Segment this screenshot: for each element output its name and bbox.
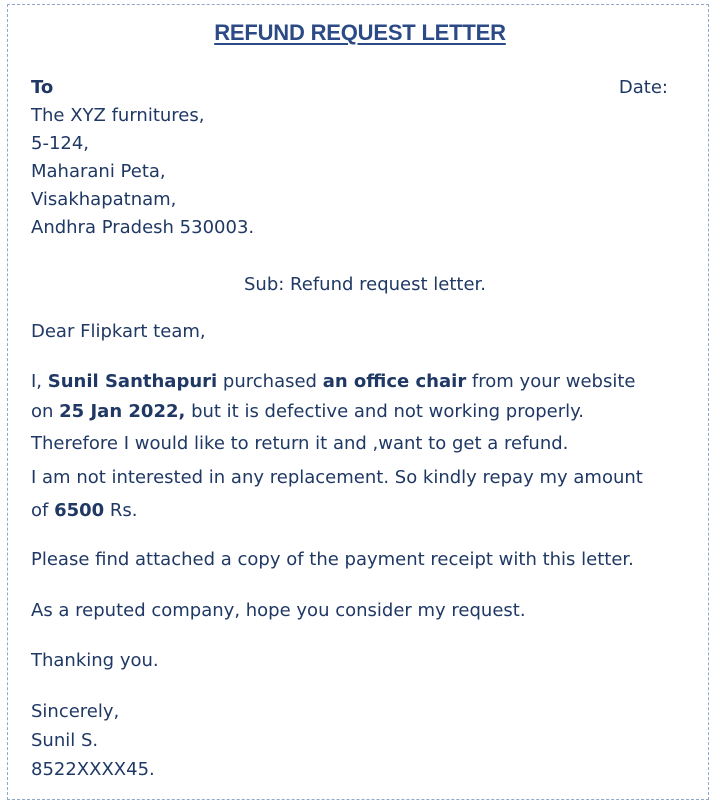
- purchase-date: 25 Jan 2022,: [59, 401, 186, 422]
- body-paragraph: Please find attached a copy of the payment receipt with this letter.: [31, 549, 634, 570]
- body-line: Therefore I would like to return it and ,want to get a refund.: [31, 433, 569, 454]
- letter-title: REFUND REQUEST LETTER: [214, 20, 506, 45]
- body-text: on: [31, 401, 60, 422]
- body-line: I am not interested in any replacement. So kindly repay my amount: [31, 467, 643, 488]
- body-line: [31, 497, 138, 525]
- body-line: [31, 368, 635, 396]
- address-line: Maharani Peta,: [31, 161, 166, 182]
- purchased-item: an office chair: [322, 371, 467, 392]
- body-text: but it is defective and not working properly.: [185, 401, 584, 422]
- body-text: purchased: [217, 371, 323, 392]
- subject-line: Sub: Refund request letter.: [244, 274, 486, 295]
- customer-name: Sunil Santhapuri: [47, 371, 218, 392]
- body-text: of: [31, 500, 55, 521]
- sender-name: Sunil S.: [31, 730, 99, 751]
- salutation: Dear Flipkart team,: [31, 321, 206, 342]
- body-paragraph: As a reputed company, hope you consider my request.: [31, 600, 526, 621]
- sign-off: Sincerely,: [31, 701, 120, 722]
- address-line: Andhra Pradesh 530003.: [31, 217, 255, 238]
- date-label: Date:: [618, 77, 668, 98]
- address-line: The XYZ furnitures,: [31, 105, 205, 126]
- refund-amount: 6500: [54, 500, 105, 521]
- thanks-line: Thanking you.: [31, 650, 159, 671]
- body-line: [31, 398, 584, 426]
- address-line: 5-124,: [31, 133, 90, 154]
- body-text: Rs.: [104, 500, 138, 521]
- body-text: from your website: [466, 371, 636, 392]
- to-label: To: [31, 77, 54, 98]
- body-text: I,: [31, 371, 48, 392]
- sender-phone: 8522XXXX45.: [31, 759, 155, 780]
- address-line: Visakhapatnam,: [31, 189, 177, 210]
